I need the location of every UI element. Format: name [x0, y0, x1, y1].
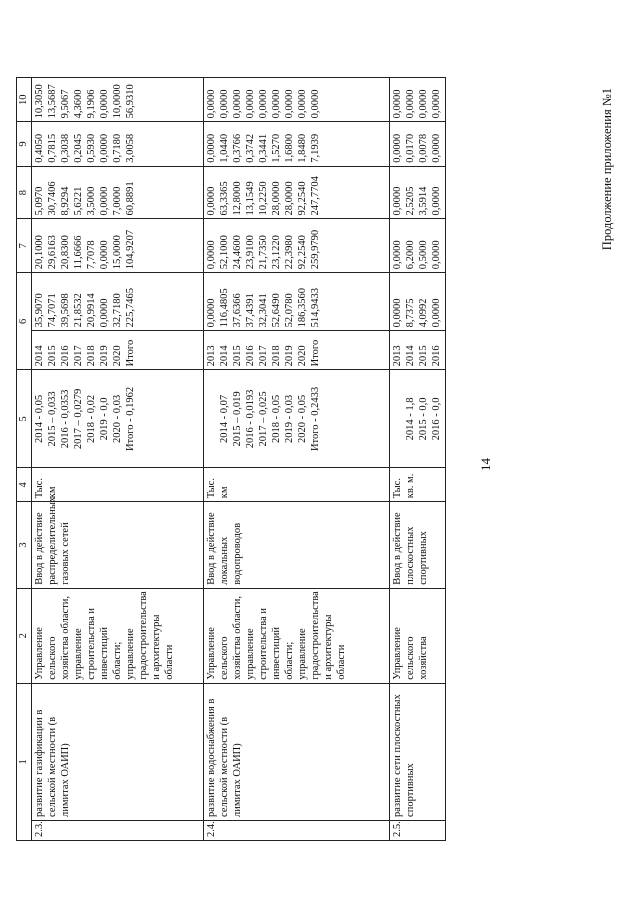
plan-line: 2018 - 0,05 — [271, 394, 282, 443]
value: 225,7465 — [125, 287, 136, 328]
col7-values — [204, 219, 390, 273]
year: 2014 — [405, 345, 416, 367]
year: 2015 — [418, 345, 429, 367]
value: 7,1939 — [310, 133, 321, 163]
value: 0,0000 — [99, 133, 110, 163]
plan-values — [32, 370, 204, 468]
value: 0,0000 — [392, 133, 403, 163]
value: 32,7180 — [112, 293, 123, 328]
plan-line: 2016 - 0,0 — [431, 397, 442, 441]
table-row — [32, 78, 204, 841]
measure-name: развитие водоснабжения в сельской местности (в лимитах ОАИП) — [204, 683, 390, 820]
value: 15,0000 — [112, 235, 123, 270]
executor: Управление сельского хозяйства области, управление строительства и инвестиций области; управление градостроительства и архитектуры области — [204, 588, 390, 683]
value: 1,5270 — [271, 133, 282, 163]
value: 74,7071 — [47, 293, 58, 328]
value: 0,0000 — [392, 240, 403, 270]
year: 2019 — [99, 345, 110, 367]
value: 0,0000 — [431, 133, 442, 163]
year: 2013 — [392, 345, 403, 367]
value: 37,4391 — [245, 293, 256, 328]
row-number: 2.4. — [204, 820, 390, 840]
col8-values — [390, 166, 446, 219]
col10-values — [204, 78, 390, 122]
plan-line: 2015 – 0,033 — [47, 391, 58, 447]
value: 3,5914 — [418, 186, 429, 216]
value: 35,9070 — [34, 293, 45, 328]
value: 1,0440 — [219, 133, 230, 163]
year: Итого — [125, 339, 136, 367]
year: 2016 — [245, 345, 256, 367]
year: 2018 — [86, 345, 97, 367]
value: 247,7704 — [310, 176, 321, 216]
header-cell: 8 — [17, 166, 32, 219]
value: 0,0000 — [245, 89, 256, 119]
year: 2015 — [47, 345, 58, 367]
value: 12,8000 — [232, 181, 243, 216]
value: 0,0000 — [310, 89, 321, 119]
value: 0,0000 — [99, 240, 110, 270]
value: 10,2250 — [258, 181, 269, 216]
value: 0,0000 — [99, 298, 110, 328]
plan-line: Итого - 0,1962 — [125, 386, 136, 452]
plan-line: 2017 – 0,0279 — [73, 388, 84, 450]
value: 29,6163 — [47, 235, 58, 270]
col6-values — [204, 273, 390, 331]
value: 20,8300 — [60, 235, 71, 270]
year: 2017 — [258, 345, 269, 367]
year: 2015 — [232, 345, 243, 367]
value: 13,5687 — [47, 84, 58, 119]
value: 23,9100 — [245, 235, 256, 270]
value: 11,6666 — [73, 235, 84, 270]
plan-line: 2019 - 0,03 — [284, 394, 295, 443]
value: 20,1000 — [34, 235, 45, 270]
col9-values — [204, 122, 390, 166]
unit: Тыс. км — [32, 468, 204, 502]
value: 186,3560 — [297, 287, 308, 328]
value: 259,9790 — [310, 229, 321, 270]
page-number: 14 — [478, 458, 493, 471]
year: 2014 — [219, 345, 230, 367]
indicator: Ввод в действие локальных водопроводов — [204, 502, 390, 589]
value: 116,4805 — [219, 288, 230, 328]
measure-name: развитие газификации в сельской местности (в лимитах ОАИП) — [32, 683, 204, 820]
value: 7,0000 — [112, 186, 123, 216]
value: 52,0780 — [284, 293, 295, 328]
year-list — [32, 331, 204, 370]
col7-values — [390, 219, 446, 273]
col6-values — [390, 273, 446, 331]
col7-values — [32, 219, 204, 273]
value: 8,9294 — [60, 186, 71, 216]
year: 2020 — [297, 345, 308, 367]
value: 0,0000 — [206, 240, 217, 270]
col10-values — [32, 78, 204, 122]
value: 0,0000 — [99, 186, 110, 216]
page-caption: Продолжение приложения №1 — [600, 88, 614, 251]
plan-line: 2017 – 0,025 — [258, 391, 269, 447]
value: 24,4600 — [232, 235, 243, 270]
value: 0,0000 — [258, 89, 269, 119]
table-header-row — [17, 78, 32, 841]
value: 23,1220 — [271, 235, 282, 270]
unit: Тыс. кв. м. — [390, 468, 446, 502]
value: 0,0000 — [271, 89, 282, 119]
value: 0,0000 — [232, 89, 243, 119]
value: 104,9207 — [125, 229, 136, 270]
value: 0,5930 — [86, 133, 97, 163]
header-cell: 9 — [17, 122, 32, 166]
value: 2,5205 — [405, 186, 416, 216]
year-list — [390, 331, 446, 370]
value: 52,1000 — [219, 235, 230, 270]
year-list — [204, 331, 390, 370]
executor: Управление сельского хозяйства — [390, 588, 446, 683]
value: 0,2045 — [73, 133, 84, 163]
value: 0,0000 — [431, 298, 442, 328]
value: 0,0000 — [392, 298, 403, 328]
program-table — [16, 77, 446, 841]
plan-line: 2014 - 0,07 — [219, 394, 230, 443]
value: 63,3365 — [219, 181, 230, 216]
value: 0,0000 — [431, 186, 442, 216]
value: 0,3441 — [258, 133, 269, 163]
plan-line: 2015 - 0,0 — [418, 397, 429, 441]
value: 0,0170 — [405, 133, 416, 163]
value: 0,0000 — [297, 89, 308, 119]
value: 3,5000 — [86, 186, 97, 216]
value: 0,7815 — [47, 133, 58, 163]
value: 21,8532 — [73, 293, 84, 328]
value: 0,3742 — [245, 133, 256, 163]
year: 2019 — [284, 345, 295, 367]
header-cell: 10 — [17, 78, 32, 122]
year: 2017 — [73, 345, 84, 367]
value: 32,3041 — [258, 293, 269, 328]
plan-line: 2016 - 0,0353 — [60, 389, 71, 449]
year: 2016 — [60, 345, 71, 367]
value: 0,0000 — [284, 89, 295, 119]
value: 52,6490 — [271, 293, 282, 328]
value: 28,0000 — [284, 181, 295, 216]
unit: Тыс. км — [204, 468, 390, 502]
indicator: Ввод в действие распределительных газовых сетей — [32, 502, 204, 589]
col9-values — [390, 122, 446, 166]
table-row — [390, 78, 446, 841]
value: 30,7406 — [47, 181, 58, 216]
value: 0,0000 — [392, 89, 403, 119]
measure-name: развитие сети плоскостных спортивных — [390, 683, 446, 820]
executor: Управление сельского хозяйства области, управление строительства и инвестиций области; управление градостроительства и архитектуры области — [32, 588, 204, 683]
header-cell: 6 — [17, 273, 32, 370]
value: 60,8891 — [125, 181, 136, 216]
value: 514,9433 — [310, 287, 321, 328]
value: 21,7350 — [258, 235, 269, 270]
year: 2020 — [112, 345, 123, 367]
value: 20,9914 — [86, 293, 97, 328]
year: Итого — [310, 339, 321, 367]
value: 0,0000 — [206, 186, 217, 216]
value: 10,0000 — [112, 84, 123, 119]
value: 0,5000 — [418, 240, 429, 270]
header-cell: 5 — [17, 370, 32, 468]
value: 0,0000 — [405, 89, 416, 119]
value: 37,6366 — [232, 293, 243, 328]
header-cell: 2 — [17, 588, 32, 683]
value: 28,0000 — [271, 181, 282, 216]
value: 0,0000 — [206, 89, 217, 119]
header-cell: 3 — [17, 502, 32, 589]
value: 9,5067 — [60, 89, 71, 119]
plan-values — [204, 370, 390, 468]
indicator: Ввод в действие плоскостных спортивных — [390, 502, 446, 589]
value: 5,6221 — [73, 186, 84, 216]
col6-values — [32, 273, 204, 331]
value: 92,2540 — [297, 181, 308, 216]
value: 7,7078 — [86, 240, 97, 270]
col10-values — [390, 78, 446, 122]
year: 2013 — [206, 345, 217, 367]
plan-line: 2019 - 0,0 — [99, 397, 110, 441]
value: 0,0000 — [431, 89, 442, 119]
value: 0,0000 — [431, 240, 442, 270]
col9-values — [32, 122, 204, 166]
value: 3,0058 — [125, 133, 136, 163]
row-number: 2.5. — [390, 820, 446, 840]
value: 56,9310 — [125, 84, 136, 119]
value: 1,8480 — [297, 133, 308, 163]
header-cell: 4 — [17, 468, 32, 502]
year: 2016 — [431, 345, 442, 367]
value: 22,3980 — [284, 235, 295, 270]
value: 5,0970 — [34, 186, 45, 216]
plan-values — [390, 370, 446, 468]
value: 0,0078 — [418, 133, 429, 163]
year: 2014 — [34, 345, 45, 367]
header-cell: 7 — [17, 219, 32, 273]
value: 10,3050 — [34, 84, 45, 119]
value: 4,0992 — [418, 298, 429, 328]
col8-values — [32, 166, 204, 219]
value: 0,0000 — [206, 133, 217, 163]
value: 0,0000 — [219, 89, 230, 119]
table-row — [204, 78, 390, 841]
plan-line: 2014 - 0,05 — [34, 394, 45, 443]
value: 1,6800 — [284, 133, 295, 163]
value: 8,7375 — [405, 298, 416, 328]
value: 0,3038 — [60, 133, 71, 163]
plan-line: 2016 - 0,0193 — [245, 389, 256, 449]
plan-line: 2014 - 1,8 — [405, 397, 416, 441]
value: 0,0000 — [99, 89, 110, 119]
value: 0,0000 — [418, 89, 429, 119]
year: 2018 — [271, 345, 282, 367]
value: 92,2540 — [297, 235, 308, 270]
plan-line: 2020 - 0,03 — [112, 394, 123, 443]
value: 39,5698 — [60, 293, 71, 328]
plan-line: Итого - 0,2433 — [310, 386, 321, 452]
value: 0,7180 — [112, 133, 123, 163]
value: 0,0000 — [392, 186, 403, 216]
plan-line: 2015 – 0,019 — [232, 391, 243, 447]
value: 0,4050 — [34, 133, 45, 163]
value: 6,2000 — [405, 240, 416, 270]
row-number: 2.3. — [32, 820, 204, 840]
plan-line: 2020 - 0,05 — [297, 394, 308, 443]
col8-values — [204, 166, 390, 219]
value: 13,1549 — [245, 181, 256, 216]
header-cell: 1 — [17, 683, 32, 840]
value: 0,3766 — [232, 133, 243, 163]
value: 4,3600 — [73, 89, 84, 119]
value: 9,1906 — [86, 89, 97, 119]
value: 0,0000 — [206, 298, 217, 328]
plan-line: 2018 - 0,02 — [86, 394, 97, 443]
